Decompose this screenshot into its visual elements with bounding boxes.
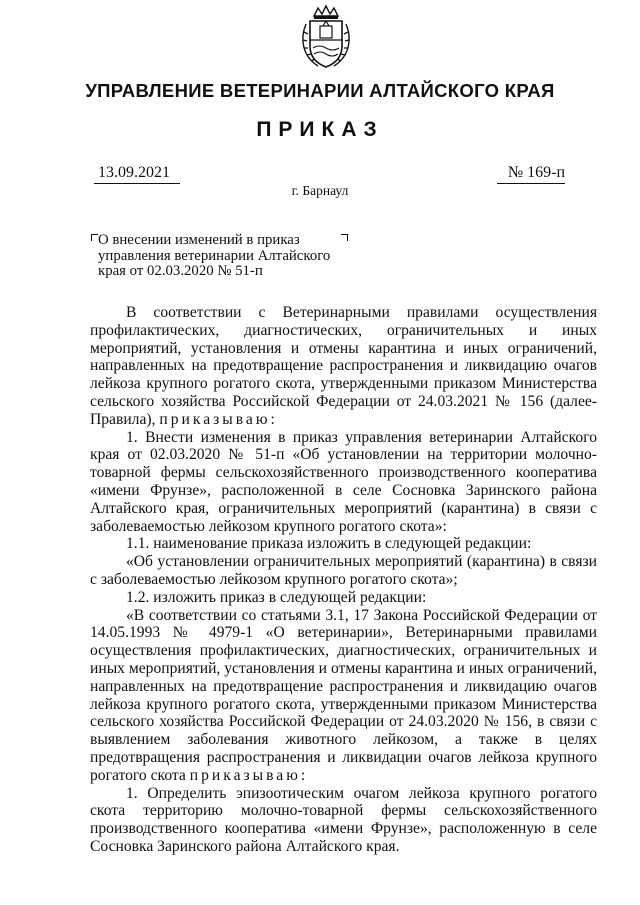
item-1-1-paragraph: 1.1. наименование приказа изложить в следующей редакции: [126, 535, 532, 553]
preamble-text: В соответствии с Ветеринарными правилами осуществления профилактических, диагностических, ограничительных и иных мероприятий, установления и отмены карантина и иных ограничений, направленных на предотвращение распространения и ликвидацию очагов лейкоза крупного рогатого скота, утвержденными приказом Министерства сельского хозяйства Российской Федерации от 24.03.2021 № 156 (далее-Правила), [90, 304, 597, 428]
preamble-paragraph [90, 304, 597, 429]
coat-of-arms-icon [296, 4, 356, 70]
document-type: ПРИКАЗ [256, 118, 384, 141]
item-1-1-text-paragraph: «Об установлении ограничительных мероприятий (карантина) в связи с заболеваемостью лейкозом крупного рогатого скота»; [90, 553, 597, 588]
organization-name: УПРАВЛЕНИЕ ВЕТЕРИНАРИИ АЛТАЙСКОГО КРАЯ [85, 80, 555, 101]
document-subject: О внесении изменений в приказ управления ветеринарии Алтайского края от 02.03.2020 № 51-п [98, 232, 331, 279]
item-1-2-paragraph: 1.2. изложить приказ в следующей редакции: [126, 588, 427, 606]
document-city: г. Барнаул [291, 183, 349, 198]
document-number: № 169-п [497, 164, 565, 184]
document-date: 13.09.2021 [94, 164, 180, 184]
subject-bracket-left [91, 234, 98, 241]
item-1-2-text: «В соответствии со статьями 3.1, 17 Закона Российской Федерации от 14.05.1993 № 4979-1 «О ветеринарии», Ветеринарными правилами осуществления профилактических, диагностических, ограничительных и иных мероприятий, установления и отмены карантина и иных ограничений, направленных на предотвращение распространения и ликвидацию очагов лейкоза крупного рогатого скота, утвержденными приказом Министерства сельского хозяйства Российской Федерации от 24.03.2020 № 156, в связи с выявлением заболевания животного лейкозом, а также в целях предотвращения распространения и ликвидации очагов лейкоза крупного рогатого скота [90, 606, 597, 784]
order-word: приказываю: [159, 410, 278, 428]
sub-item-1-paragraph: 1. Определить эпизоотическим очагом лейкоза крупного рогатого скота территорию молочно-товарной фермы сельскохозяйственного производственного кооператива «имени Фрунзе», расположенную в селе Сосновка Заринского района Алтайского края. [90, 784, 597, 855]
document-body [90, 304, 597, 856]
item-1-paragraph: 1. Внести изменения в приказ управления ветеринарии Алтайского края от 02.03.2020 № 51-п «Об установлении на территории молочно-товарной фермы сельскохозяйственного производственного кооператива «имени Фрунзе», расположенной в селе Сосновка Заринского района Алтайского края, ограничительных мероприятий (карантина) в связи с заболеваемостью лейкозом крупного рогатого скота»: [90, 428, 597, 535]
item-1-2-text-paragraph [90, 607, 597, 785]
item-1-2-order-word: приказываю: [189, 766, 309, 784]
